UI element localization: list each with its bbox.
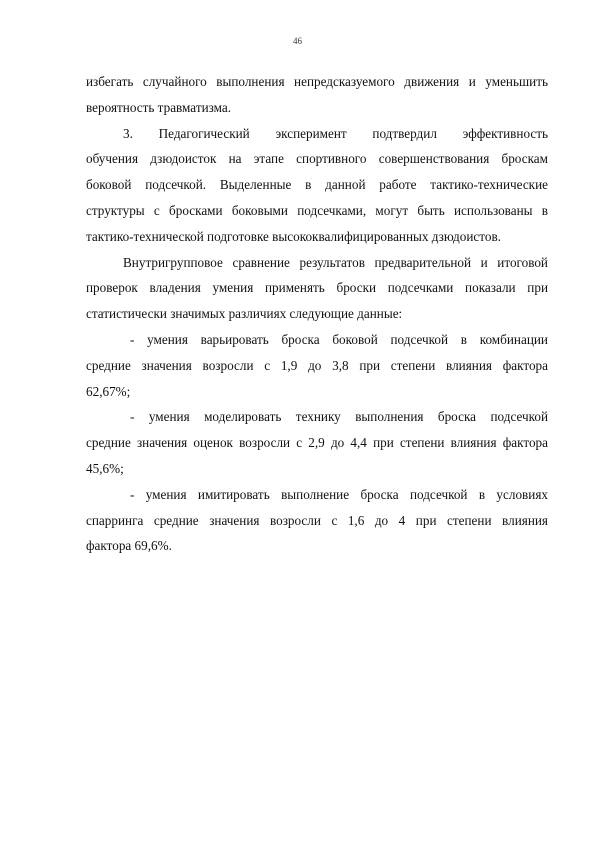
text-line: 45,6%;: [86, 460, 124, 476]
text-line: спарринга средние значения возросли с 1,6 до 4 при степени влияния: [86, 512, 548, 528]
text-line: - умения моделировать технику выполнения броска подсечкой: [130, 409, 548, 425]
text-line: средние значения возросли с 1,9 до 3,8 при степени влияния фактора: [86, 357, 548, 373]
text-line: вероятность травматизма.: [86, 99, 232, 115]
text-line: средние значения оценок возросли с 2,9 до 4,4 при степени влияния фактора: [86, 435, 548, 451]
text-line: - умения варьировать броска боковой подсечкой в комбинации: [130, 331, 548, 347]
text-line: тактико-технической подготовке высококвалифицированных дзюдоистов.: [86, 228, 501, 244]
text-line: боковой подсечкой. Выделенные в данной работе тактико-технические: [86, 177, 548, 193]
text-line: избегать случайного выполнения непредсказуемого движения и уменьшить: [86, 74, 548, 89]
text-line: 3. Педагогический эксперимент подтвердил эффективность: [123, 125, 548, 141]
page-number: 46: [293, 36, 302, 46]
text-line: обучения дзюдоисток на этапе спортивного совершенствования броскам: [86, 151, 548, 167]
text-line: статистически значимых различиях следующие данные:: [86, 306, 403, 322]
text-line: проверок владения умения применять броски подсечками показали при: [86, 280, 548, 296]
text-line: Внутригрупповое сравнение результатов предварительной и итоговой: [123, 254, 548, 270]
text-line: 62,67%;: [86, 383, 131, 399]
document-body: [86, 69, 548, 559]
text-line: фактора 69,6%.: [86, 538, 172, 554]
text-line: - умения имитировать выполнение броска подсечкой в условиях: [130, 486, 548, 502]
text-line: структуры с бросками боковыми подсечками, могут быть использованы в: [86, 202, 548, 218]
